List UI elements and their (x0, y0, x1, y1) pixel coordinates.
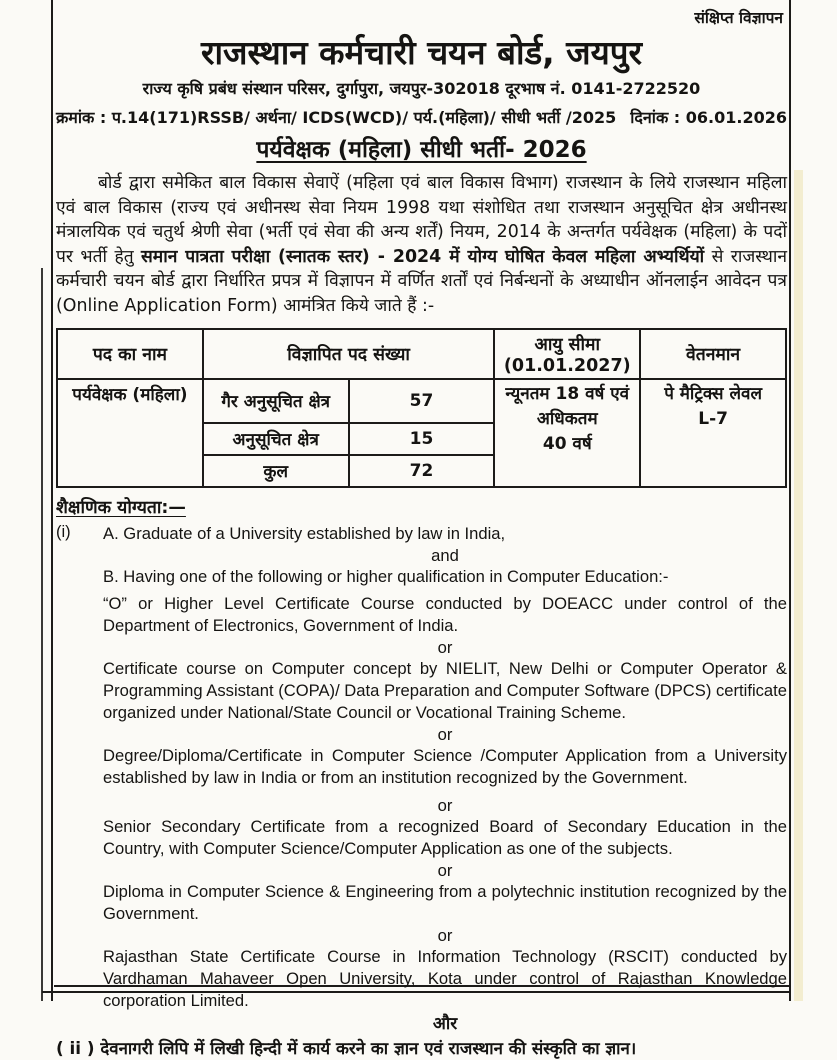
vacancy-table (56, 328, 787, 488)
pay-scale-cell (640, 379, 786, 487)
board-title: राजस्थान कर्मचारी चयन बोर्ड, जयपुर (200, 33, 643, 72)
document-left-border (51, 0, 53, 1001)
qualification-heading: शैक्षणिक योग्यता:— (56, 497, 186, 518)
qualification-options (103, 593, 787, 1035)
notice-document (56, 0, 787, 1060)
item-i-marker: (i) (56, 522, 71, 541)
document-right-border (789, 0, 791, 1001)
header-advertised-posts: विज्ञापित पद संख्या (203, 329, 495, 379)
intro-part1: बोर्ड द्वारा समेकित बाल विकास सेवाऐं (महिला एवं बाल विकास विभाग) राजस्थान के लिये राजस्थान महिला एवं बाल विकास (राज्य एवं अधीनस्थ सेवा नियम 1998 यथा संशोधित तथा राजस्थान अनुसूचित क्षेत्र अधीनस्थ मंत्रालयिक एवं चतुर्थ श्रेणी सेवा (भर्ती एवं सेवा की अन्य शर्तें) नियम, 2014 के अन्तर्गत पर्यवेक्षक (महिला) के पदों पर भर्ती हेतु (56, 173, 787, 267)
age-limit-cell (494, 379, 640, 487)
area-label-cell: गैर अनुसूचित क्षेत्र (203, 379, 349, 423)
qualification-option: “O” or Higher Level Certificate Course conducted by DOEACC under control of the Department of Electronics, Government of India. (103, 593, 787, 635)
item-i-body (103, 523, 787, 588)
qualification-item-i (56, 523, 787, 588)
qualification-option: Senior Secondary Certificate from a recognized Board of Secondary Education in the Country, with Computer Science/Computer Application as one of the subjects. (103, 816, 787, 858)
notice-date: दिनांक : 06.01.2026 (630, 108, 787, 127)
or-separator: or (437, 860, 453, 880)
reference-row (56, 108, 787, 128)
or-separator: or (437, 795, 453, 815)
qualification-b: B. Having one of the following or higher qualification in Computer Education:- (103, 566, 669, 586)
notice-title-row (56, 135, 787, 165)
qualification-option: Degree/Diploma/Certificate in Computer Science /Computer Application from a University established by law in India or from an institution recognized by the Government. (103, 745, 787, 787)
area-label-cell: अनुसूचित क्षेत्र (203, 423, 349, 455)
document-left-inner-rule (41, 268, 43, 1001)
scan-artifact-strip (794, 170, 803, 1001)
table-row (57, 379, 786, 423)
corner-note: संक्षिप्त विज्ञापन (694, 9, 783, 27)
intro-part3: से राजस्थान कर्मचारी चयन बोर्ड द्वारा निर्धारित प्रपत्र में विज्ञापन में वर्णित शर्तों एवं निर्बन्धनों के अध्याधीन ऑनलाईन आवेदन पत्र (Online Application Form) आमंत्रित किये जाते हैं :- (56, 246, 787, 316)
or-separator: or (437, 925, 453, 945)
qualification-a: A. Graduate of a University established by law in India, (103, 523, 506, 543)
qualification-item-ii: ( ii ) देवनागरी लिपि में लिखी हिन्दी में कार्य करने का ज्ञान एवं राजस्थान की संस्कृति का ज्ञान। (56, 1037, 637, 1058)
reference-number: क्रमांक : प.14(171)RSSB/ अर्थना/ ICDS(WCD)/ पर्य.(महिला)/ सीधी भर्ती /2025 (56, 108, 617, 127)
board-address: राज्य कृषि प्रबंध संस्थान परिसर, दुर्गापुरा, जयपुर-302018 दूरभाष नं. 0141-2722520 (142, 79, 701, 98)
or-separator: or (437, 724, 453, 744)
post-name-cell: पर्यवेक्षक (महिला) (57, 379, 203, 487)
area-count-cell: 72 (349, 455, 495, 487)
area-count-cell: 57 (349, 379, 495, 423)
header-age-limit: आयु सीमा (01.01.2027) (494, 329, 640, 379)
table-header-row (57, 329, 786, 379)
intro-bold-segment: समान पात्रता परीक्षा (स्नातक स्तर) - 2024 में योग्य घोषित केवल महिला अभ्यर्थियों (141, 246, 705, 267)
area-label-cell: कुल (203, 455, 349, 487)
qualification-option: Rajasthan State Certificate Course in Information Technology (RSCIT) conducted by Vardhaman Mahaveer Open University, Kota under control of Rajasthan Knowledge corporation Limited. (103, 946, 787, 1010)
header-post-name: पद का नाम (57, 329, 203, 379)
header-pay-scale: वेतनमान (640, 329, 786, 379)
aur-separator: और (432, 1013, 458, 1033)
age-limit-line2: 40 वर्ष (542, 433, 592, 454)
or-separator: or (437, 637, 453, 657)
area-count-cell: 15 (349, 423, 495, 455)
qualification-option: Certificate course on Computer concept by NIELIT, New Delhi or Computer Operator & Programming Assistant (COPA)/ Data Preparation and Computer Software (DPCS) certificate organized under National/State Council or Vocational Training Scheme. (103, 658, 787, 722)
notice-title: पर्यवेक्षक (महिला) सीधी भर्ती- 2026 (256, 137, 587, 163)
and-separator: and (431, 545, 459, 565)
age-limit-line1: न्यूनतम 18 वर्ष एवं अधिकतम (505, 383, 630, 429)
qualification-option: Diploma in Computer Science & Engineering from a polytechnic institution recognized by the Government. (103, 881, 787, 923)
intro-paragraph (56, 171, 787, 319)
pay-scale-line1: पे मैट्रिक्स लेवल (664, 383, 762, 404)
pay-scale-line2: L-7 (698, 408, 728, 429)
